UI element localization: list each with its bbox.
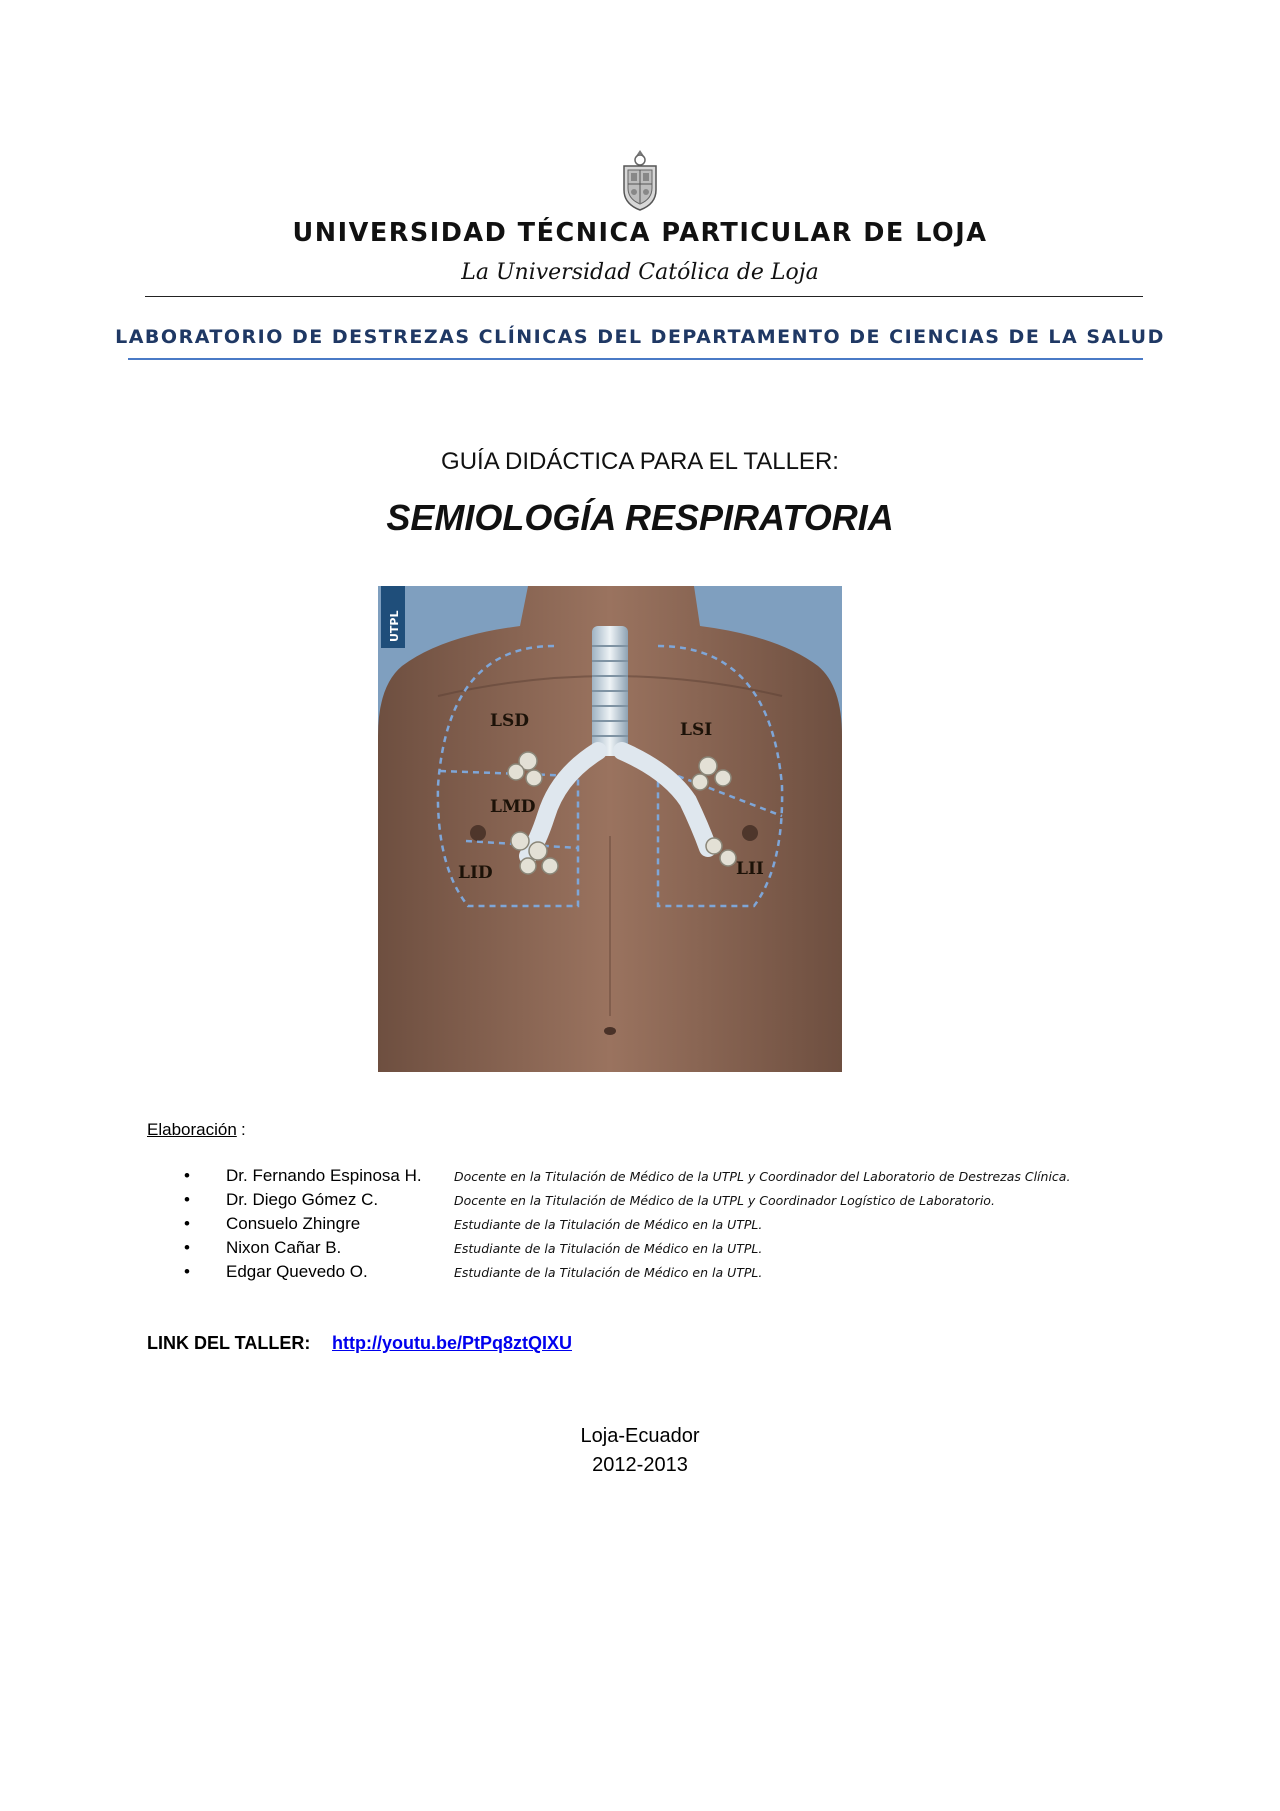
author-role: Docente en la Titulación de Médico de la UTPL y Coordinador Logístico de Laboratorio.	[454, 1193, 995, 1208]
author-role: Estudiante de la Titulación de Médico en la UTPL.	[454, 1265, 763, 1280]
years: 2012-2013	[592, 1454, 688, 1476]
workshop-link[interactable]: http://youtu.be/PtPq8ztQIXU	[332, 1333, 572, 1353]
place: Loja-Ecuador	[580, 1425, 700, 1447]
list-item	[0, 1214, 1280, 1238]
lobe-label-lmd: LMD	[490, 797, 536, 817]
utpl-logo-text: UTPL	[388, 610, 401, 642]
chest-lungs-illustration	[378, 586, 842, 1072]
workshop-link-label: LINK DEL TALLER:	[147, 1333, 311, 1353]
elaboration-label: Elaboración	[147, 1120, 237, 1139]
author-name: Dr. Fernando Espinosa H.	[226, 1166, 422, 1185]
list-item	[0, 1238, 1280, 1262]
header-divider	[145, 296, 1143, 297]
guide-subtitle: GUÍA DIDÁCTICA PARA EL TALLER:	[441, 448, 839, 475]
author-name: Edgar Quevedo O.	[226, 1262, 368, 1281]
author-name: Dr. Diego Gómez C.	[226, 1190, 379, 1209]
university-motto: La Universidad Católica de Loja	[461, 260, 819, 285]
university-name: UNIVERSIDAD TÉCNICA PARTICULAR DE LOJA	[292, 218, 988, 248]
author-name: Nixon Cañar B.	[226, 1238, 342, 1257]
laboratory-divider	[128, 358, 1143, 360]
lobe-label-lid: LID	[458, 863, 493, 883]
author-role: Docente en la Titulación de Médico de la UTPL y Coordinador del Laboratorio de Destrezas Clínica.	[454, 1169, 1071, 1184]
bullet-icon: •	[184, 1238, 190, 1257]
author-role: Estudiante de la Titulación de Médico en la UTPL.	[454, 1217, 763, 1232]
list-item	[0, 1166, 1280, 1190]
bullet-icon: •	[184, 1166, 190, 1185]
bullet-icon: •	[184, 1262, 190, 1281]
lobe-label-lsd: LSD	[490, 711, 529, 731]
elaboration-colon: :	[241, 1120, 246, 1139]
university-crest-icon	[618, 148, 662, 212]
laboratory-title: LABORATORIO DE DESTREZAS CLÍNICAS DEL DEPARTAMENTO DE CIENCIAS DE LA SALUD	[115, 326, 1165, 348]
list-item	[0, 1262, 1280, 1286]
bullet-icon: •	[184, 1190, 190, 1209]
lobe-label-lsi: LSI	[680, 720, 713, 740]
guide-title: SEMIOLOGÍA RESPIRATORIA	[386, 497, 894, 538]
author-name: Consuelo Zhingre	[226, 1214, 361, 1233]
author-role: Estudiante de la Titulación de Médico en la UTPL.	[454, 1241, 763, 1256]
bullet-icon: •	[184, 1214, 190, 1233]
list-item	[0, 1190, 1280, 1214]
lobe-label-lii: LII	[736, 859, 764, 879]
